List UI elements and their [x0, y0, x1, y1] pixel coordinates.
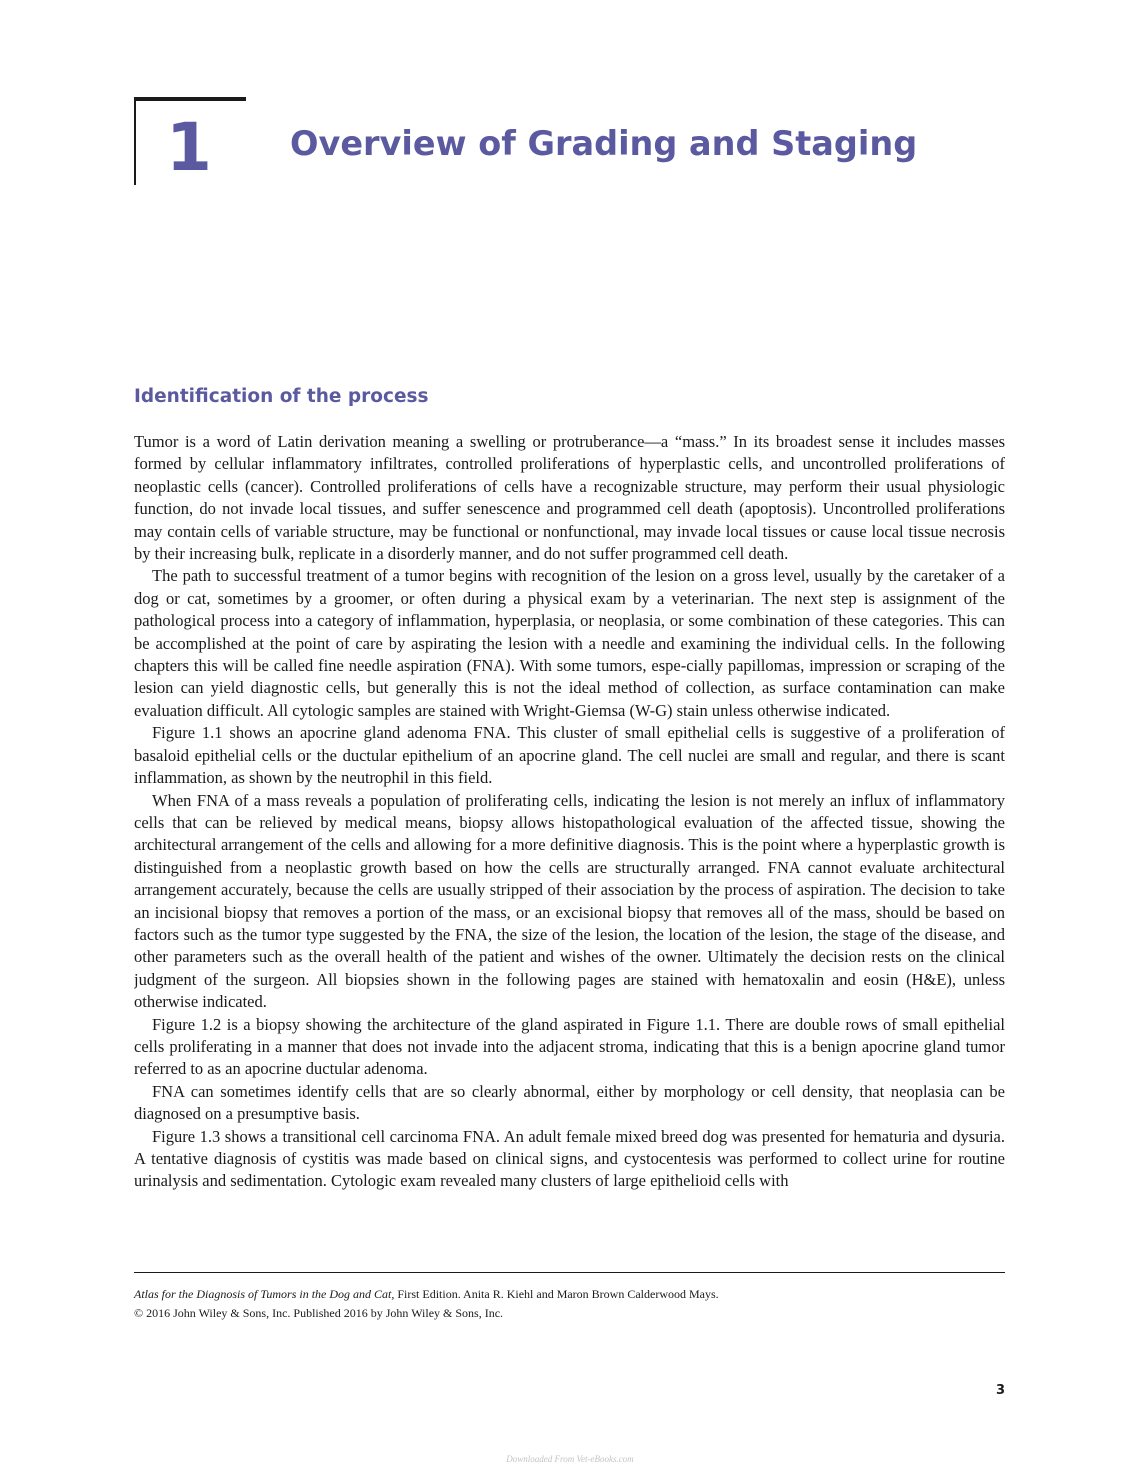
footnote-copyright: © 2016 John Wiley & Sons, Inc. Published 2016 by John Wiley & Sons, Inc.	[134, 1306, 504, 1320]
watermark: Downloaded From Vet-eBooks.com	[506, 1454, 634, 1464]
book-title: Atlas for the Diagnosis of Tumors in the Dog and Cat,	[134, 1287, 395, 1301]
paragraph: The path to successful treatment of a tumor begins with recognition of the lesion on a gross level, usually by the caretaker of a dog or cat, sometimes by a groomer, or often during a physical exam by a veterinarian. The next step is assignment of the pathological process into a category of inflammation, hyperplasia, or neoplasia, or some combination of these categories. This can be accomplished at the point of care by aspirating the lesion with a needle and examining the individual cells. In the following chapters this will be called fine needle aspiration (FNA). With some tumors, espe-cially papillomas, impression or scraping of the lesion can yield diagnostic cells, but generally this is not the ideal method of collection, as surface contamination can make evaluation difficult. All cytologic samples are stained with Wright-Giemsa (W-G) stain unless otherwise indicated.	[134, 566, 1005, 720]
paragraph: Tumor is a word of Latin derivation meaning a swelling or protruberance—a “mass.” In its broadest sense it includes masses formed by cellular inflammatory infiltrates, controlled proliferations of hyperplastic cells, and uncontrolled proliferations of neoplastic cells (cancer). Controlled proliferations of cells have a recognizable structure, may perform their usual physiologic function, do not invade local tissues, and suffer senescence and programmed cell death (apoptosis). Uncontrolled proliferations may contain cells of variable structure, may be functional or nonfunctional, may invade local tissues or cause local tissue necrosis by their increasing bulk, replicate in a disorderly manner, and do not suffer programmed cell death.	[134, 432, 1005, 564]
paragraph: Figure 1.3 shows a transitional cell carcinoma FNA. An adult female mixed breed dog was presented for hematuria and dysuria. A tentative diagnosis of cystitis was made based on clinical signs, and cystocentesis was performed to collect urine for routine urinalysis and sedimentation. Cytologic exam revealed many clusters of large epithelioid cells with	[134, 1126, 1005, 1191]
edition-authors: First Edition. Anita R. Kiehl and Maron Brown Calderwood Mays.	[394, 1287, 719, 1301]
footnote-citation	[134, 1285, 1005, 1303]
body-text	[134, 431, 1005, 1237]
page-number: 3	[995, 1383, 1005, 1398]
section-heading: Identification of the process	[134, 386, 429, 407]
paragraph: FNA can sometimes identify cells that are so clearly abnormal, either by morphology or cell density, that neoplasia can be diagnosed on a presumptive basis.	[134, 1081, 1005, 1124]
paragraph: When FNA of a mass reveals a population of proliferating cells, indicating the lesion is not merely an influx of inflammatory cells that can be relieved by medical means, biopsy allows histopathological evaluation of the affected tissue, showing the architectural arrangement of the cells and allowing for a more definitive diagnosis. This is the point where a hyperplastic growth is distinguished from a neoplastic growth based on how the cells are structurally arranged. FNA cannot evaluate architectural arrangement accurately, because the cells are usually stripped of their association by the process of aspiration. The decision to take an incisional biopsy that removes a portion of the mass, or an excisional biopsy that removes all of the mass, should be based on factors such as the tumor type suggested by the FNA, the size of the lesion, the location of the lesion, the stage of the disease, and other parameters such as the overall health of the patient and wishes of the owner. Ultimately the decision rests on the clinical judgment of the surgeon. All biopsies shown in the following pages are stained with hematoxalin and eosin (H&E), unless otherwise indicated.	[134, 790, 1005, 1012]
chapter-number: 1	[166, 109, 210, 186]
chapter-title: Overview of Grading and Staging	[290, 124, 918, 163]
paragraph: Figure 1.2 is a biopsy showing the architecture of the gland aspirated in Figure 1.1. There are double rows of small epithelial cells proliferating in a manner that does not invade into the adjacent stroma, indicating that this is a benign apocrine gland tumor referred to as an apocrine ductular adenoma.	[134, 1014, 1005, 1079]
paragraph: Figure 1.1 shows an apocrine gland adenoma FNA. This cluster of small epithelial cells is suggestive of a proliferation of basaloid epithelial cells or the ductular epithelium of an apocrine gland. The cell nuclei are small and regular, and there is scant inflammation, as shown by the neutrophil in this field.	[134, 723, 1005, 788]
footnote-divider	[134, 1272, 1005, 1273]
